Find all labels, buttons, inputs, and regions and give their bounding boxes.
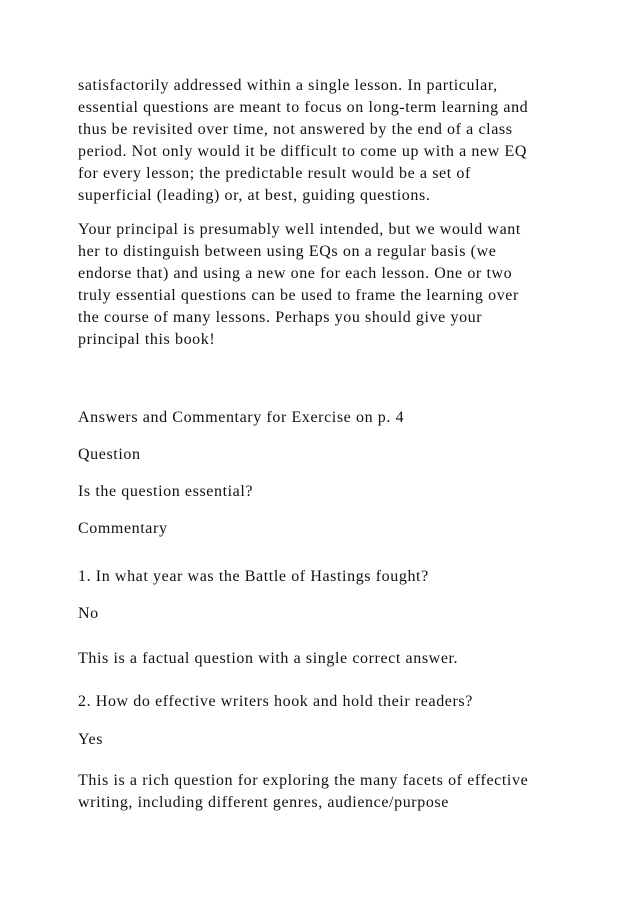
question-2-answer: Yes xyxy=(78,731,104,748)
question-1-text: 1. In what year was the Battle of Hastings fought? xyxy=(78,568,429,585)
question-1-answer: No xyxy=(78,605,99,622)
column-heading-commentary: Commentary xyxy=(78,520,168,537)
section-heading: Answers and Commentary for Exercise on p. 4 xyxy=(78,409,405,426)
paragraph-ideal-lesson: satisfactorily addressed within a single lesson. In particular, essential questions are meant to focus on long-term learning and thus be revisited over time, not answered by the end of a class period. Not only would it be difficult to come up with a new EQ for every lesson; the predictable result would be a set of superficial (leading) or, at best, guiding questions. xyxy=(78,77,529,204)
paragraph-principal: Your principal is presumably well intended, but we would want her to distinguish between using EQs on a regular basis (we endorse that) and using a new one for each lesson. One or two truly essential questions can be used to frame the learning over the course of many lessons. Perhaps you should give your principal this book! xyxy=(78,221,521,348)
question-2-text: 2. How do effective writers hook and hold their readers? xyxy=(78,693,473,710)
question-2-commentary: This is a rich question for exploring the many facets of effective writing, including different genres, audience/purpose xyxy=(78,772,529,811)
column-heading-question: Question xyxy=(78,446,141,463)
question-1-commentary: This is a factual question with a single correct answer. xyxy=(78,650,459,667)
column-heading-essential: Is the question essential? xyxy=(78,483,254,500)
